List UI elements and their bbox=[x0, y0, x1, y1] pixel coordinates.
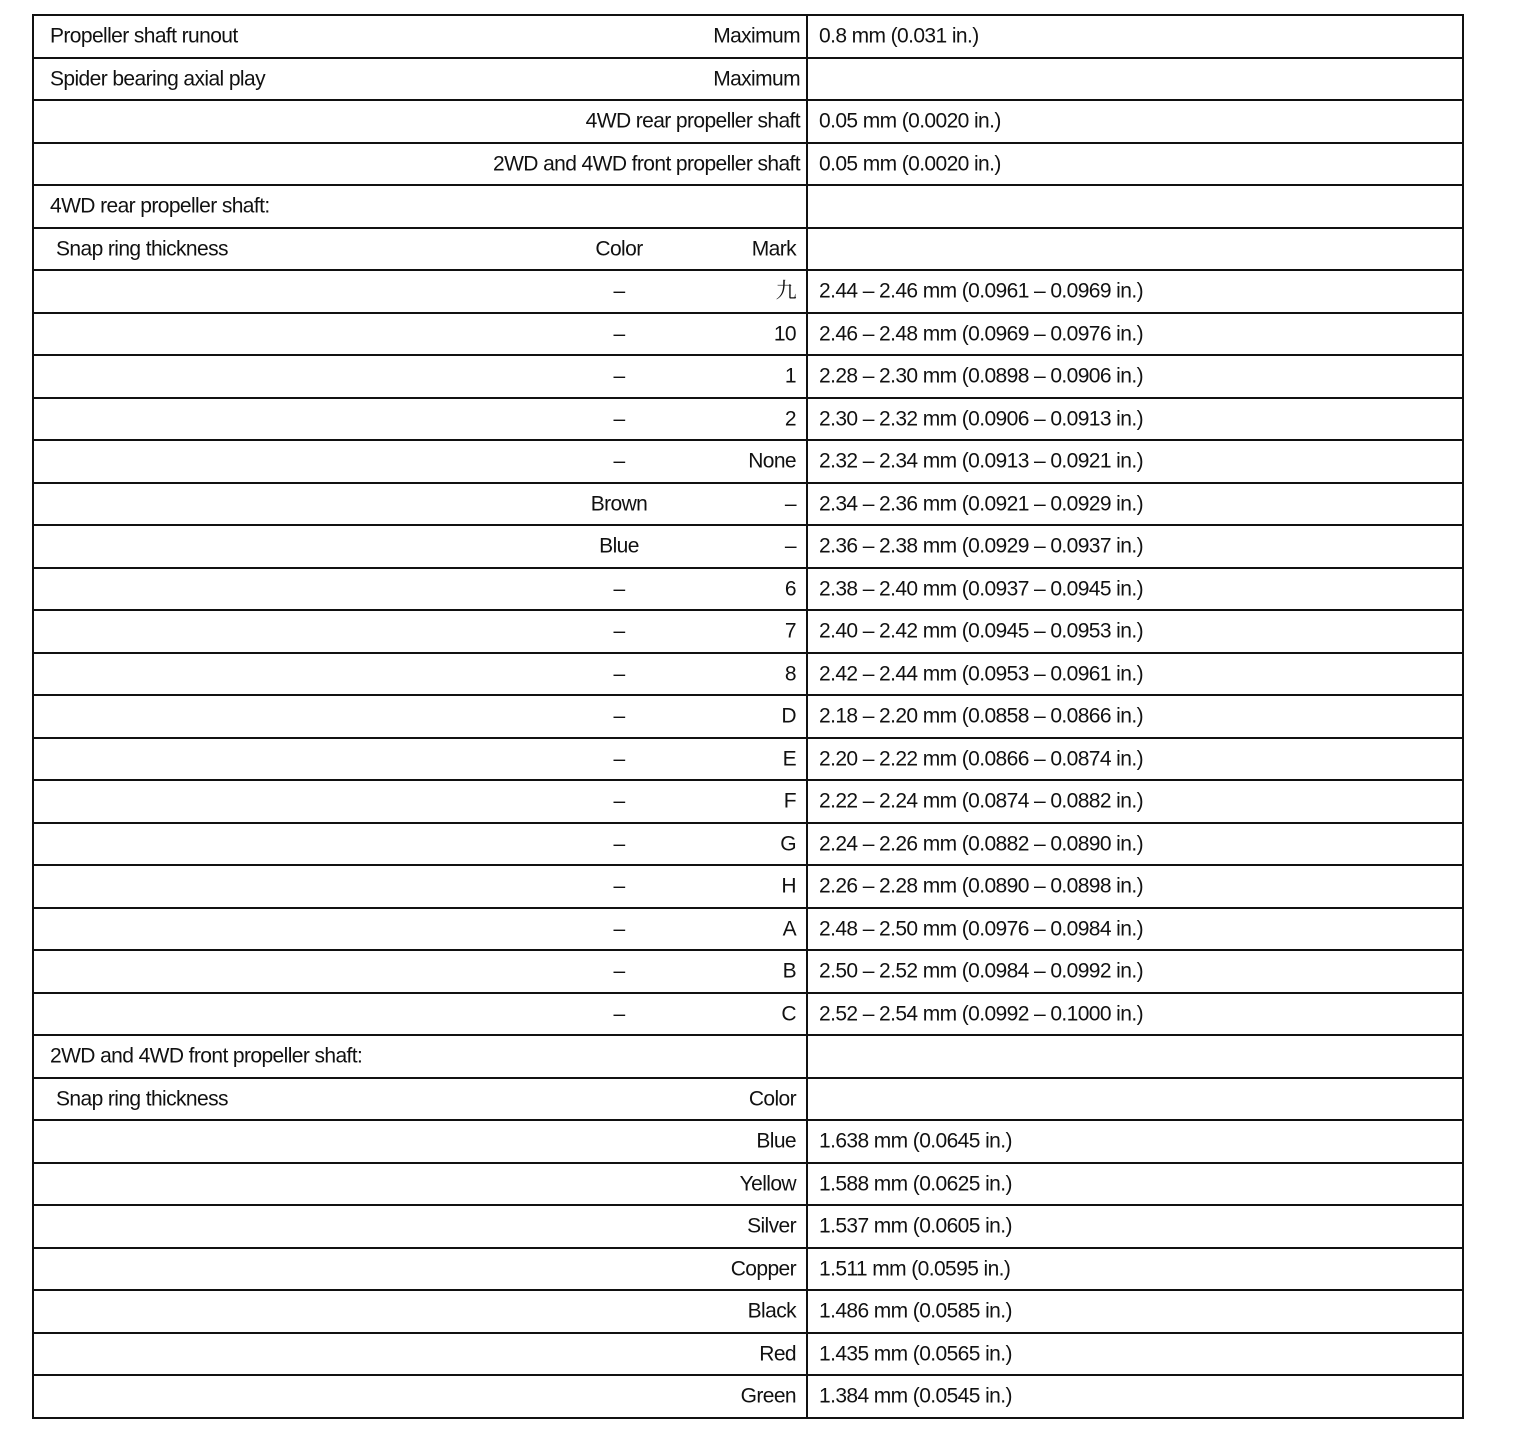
right-cell bbox=[808, 824, 1462, 865]
runout-label: Propeller shaft runout bbox=[50, 24, 238, 48]
right-cell bbox=[808, 484, 1462, 525]
rear-shaft-row bbox=[34, 569, 1462, 612]
ring-thickness: 2.34 – 2.36 mm (0.0921 – 0.0929 in.) bbox=[819, 492, 1143, 516]
ring-color: Yellow bbox=[739, 1172, 796, 1196]
right-cell bbox=[808, 441, 1462, 482]
ring-thickness: 1.537 mm (0.0605 in.) bbox=[819, 1214, 1012, 1238]
right-cell bbox=[808, 399, 1462, 440]
right-cell bbox=[808, 1036, 1462, 1077]
ring-color: Brown bbox=[590, 492, 648, 516]
left-cell bbox=[34, 1291, 808, 1332]
ring-color: Silver bbox=[747, 1214, 796, 1238]
ring-color: Black bbox=[747, 1299, 796, 1323]
rear-shaft-row bbox=[34, 611, 1462, 654]
ring-thickness: 1.638 mm (0.0645 in.) bbox=[819, 1129, 1012, 1153]
left-cell bbox=[34, 271, 808, 312]
left-cell bbox=[34, 1334, 808, 1375]
runout-qualifier: Maximum bbox=[713, 24, 800, 48]
ring-thickness: 2.32 – 2.34 mm (0.0913 – 0.0921 in.) bbox=[819, 449, 1143, 473]
left-cell bbox=[34, 101, 808, 142]
left-cell bbox=[34, 314, 808, 355]
right-cell bbox=[808, 1121, 1462, 1162]
left-cell bbox=[34, 186, 808, 227]
ring-color: – bbox=[613, 917, 625, 941]
left-cell bbox=[34, 1376, 808, 1417]
right-cell bbox=[808, 1376, 1462, 1417]
left-cell bbox=[34, 611, 808, 652]
front-shaft-header-row bbox=[34, 1079, 1462, 1122]
right-cell bbox=[808, 1249, 1462, 1290]
ring-color: – bbox=[613, 747, 625, 771]
front-shaft-row bbox=[34, 1334, 1462, 1377]
ring-color: – bbox=[613, 1002, 625, 1026]
ring-thickness: 1.435 mm (0.0565 in.) bbox=[819, 1342, 1012, 1366]
rear-shaft-row bbox=[34, 739, 1462, 782]
ring-color: – bbox=[613, 322, 625, 346]
right-cell bbox=[808, 611, 1462, 652]
ring-thickness: 2.38 – 2.40 mm (0.0937 – 0.0945 in.) bbox=[819, 577, 1143, 601]
left-cell bbox=[34, 739, 808, 780]
ring-color: – bbox=[613, 577, 625, 601]
ring-mark: B bbox=[782, 959, 796, 983]
ring-thickness: 2.42 – 2.44 mm (0.0953 – 0.0961 in.) bbox=[819, 662, 1143, 686]
right-cell bbox=[808, 866, 1462, 907]
left-cell bbox=[34, 526, 808, 567]
left-cell bbox=[34, 1121, 808, 1162]
right-cell bbox=[808, 59, 1462, 100]
runout-row bbox=[34, 16, 1462, 59]
ring-mark: F bbox=[783, 789, 796, 813]
axial-play-rear-value: 0.05 mm (0.0020 in.) bbox=[819, 109, 1001, 133]
rear-shaft-row bbox=[34, 994, 1462, 1037]
rear-header-label: Snap ring thickness bbox=[56, 237, 228, 261]
ring-mark: – bbox=[784, 492, 796, 516]
left-cell bbox=[34, 356, 808, 397]
rear-shaft-row bbox=[34, 866, 1462, 909]
front-header-label: Snap ring thickness bbox=[56, 1087, 228, 1111]
rear-shaft-row bbox=[34, 441, 1462, 484]
axial-play-label: Spider bearing axial play bbox=[50, 67, 265, 91]
ring-thickness: 2.48 – 2.50 mm (0.0976 – 0.0984 in.) bbox=[819, 917, 1143, 941]
left-cell bbox=[34, 229, 808, 270]
left-cell bbox=[34, 654, 808, 695]
right-cell bbox=[808, 1334, 1462, 1375]
rear-shaft-row bbox=[34, 526, 1462, 569]
left-cell bbox=[34, 909, 808, 950]
right-cell bbox=[808, 101, 1462, 142]
right-cell bbox=[808, 781, 1462, 822]
ring-color: Green bbox=[740, 1384, 796, 1408]
runout-value: 0.8 mm (0.031 in.) bbox=[819, 24, 979, 48]
left-cell bbox=[34, 441, 808, 482]
ring-color: Red bbox=[759, 1342, 796, 1366]
ring-mark: C bbox=[781, 1002, 796, 1026]
ring-mark: D bbox=[781, 704, 796, 728]
left-cell bbox=[34, 1164, 808, 1205]
ring-color: – bbox=[613, 789, 625, 813]
left-cell bbox=[34, 866, 808, 907]
ring-mark: None bbox=[748, 449, 796, 473]
rear-shaft-row bbox=[34, 696, 1462, 739]
rear-header-color: Color bbox=[595, 237, 643, 261]
front-shaft-row bbox=[34, 1121, 1462, 1164]
left-cell bbox=[34, 994, 808, 1035]
rear-shaft-row bbox=[34, 314, 1462, 357]
left-cell bbox=[34, 144, 808, 185]
ring-thickness: 2.50 – 2.52 mm (0.0984 – 0.0992 in.) bbox=[819, 959, 1143, 983]
right-cell bbox=[808, 994, 1462, 1035]
right-cell bbox=[808, 1164, 1462, 1205]
right-cell bbox=[808, 1291, 1462, 1332]
ring-thickness: 2.28 – 2.30 mm (0.0898 – 0.0906 in.) bbox=[819, 364, 1143, 388]
right-cell bbox=[808, 951, 1462, 992]
axial-play-rear-label: 4WD rear propeller shaft bbox=[585, 109, 800, 133]
left-cell bbox=[34, 1036, 808, 1077]
axial-play-row bbox=[34, 59, 1462, 102]
right-cell bbox=[808, 526, 1462, 567]
right-cell bbox=[808, 1206, 1462, 1247]
left-cell bbox=[34, 1206, 808, 1247]
front-shaft-row bbox=[34, 1291, 1462, 1334]
rear-shaft-row bbox=[34, 271, 1462, 314]
ring-thickness: 2.44 – 2.46 mm (0.0961 – 0.0969 in.) bbox=[819, 279, 1143, 303]
left-cell bbox=[34, 696, 808, 737]
left-cell bbox=[34, 399, 808, 440]
rear-shaft-title-row bbox=[34, 186, 1462, 229]
axial-play-front-row bbox=[34, 144, 1462, 187]
ring-thickness: 2.26 – 2.28 mm (0.0890 – 0.0898 in.) bbox=[819, 874, 1143, 898]
ring-thickness: 2.46 – 2.48 mm (0.0969 – 0.0976 in.) bbox=[819, 322, 1143, 346]
ring-thickness: 2.36 – 2.38 mm (0.0929 – 0.0937 in.) bbox=[819, 534, 1143, 558]
spec-table bbox=[32, 14, 1464, 1419]
ring-thickness: 1.511 mm (0.0595 in.) bbox=[819, 1257, 1011, 1281]
ring-color: – bbox=[613, 704, 625, 728]
right-cell bbox=[808, 314, 1462, 355]
ring-thickness: 2.52 – 2.54 mm (0.0992 – 0.1000 in.) bbox=[819, 1002, 1143, 1026]
ring-mark: 10 bbox=[773, 322, 796, 346]
left-cell bbox=[34, 569, 808, 610]
ring-color: – bbox=[613, 832, 625, 856]
ring-mark: 九 bbox=[775, 279, 796, 303]
rear-shaft-row bbox=[34, 951, 1462, 994]
axial-play-qualifier: Maximum bbox=[713, 67, 800, 91]
axial-play-rear-row bbox=[34, 101, 1462, 144]
front-shaft-row bbox=[34, 1206, 1462, 1249]
rear-shaft-row bbox=[34, 399, 1462, 442]
ring-mark: 2 bbox=[784, 407, 796, 431]
right-cell bbox=[808, 909, 1462, 950]
ring-thickness: 2.24 – 2.26 mm (0.0882 – 0.0890 in.) bbox=[819, 832, 1143, 856]
left-cell bbox=[34, 781, 808, 822]
ring-thickness: 1.384 mm (0.0545 in.) bbox=[819, 1384, 1012, 1408]
ring-mark: 6 bbox=[784, 577, 796, 601]
right-cell bbox=[808, 186, 1462, 227]
rear-shaft-row bbox=[34, 654, 1462, 697]
rear-shaft-row bbox=[34, 484, 1462, 527]
ring-color: – bbox=[613, 449, 625, 473]
right-cell bbox=[808, 16, 1462, 57]
ring-thickness: 2.30 – 2.32 mm (0.0906 – 0.0913 in.) bbox=[819, 407, 1143, 431]
ring-color: – bbox=[613, 619, 625, 643]
ring-mark: 1 bbox=[784, 364, 796, 388]
front-shaft-title: 2WD and 4WD front propeller shaft: bbox=[50, 1044, 363, 1068]
ring-mark: E bbox=[782, 747, 796, 771]
axial-play-front-value: 0.05 mm (0.0020 in.) bbox=[819, 152, 1001, 176]
front-shaft-row bbox=[34, 1249, 1462, 1292]
right-cell bbox=[808, 654, 1462, 695]
front-shaft-row bbox=[34, 1376, 1462, 1419]
ring-thickness: 1.486 mm (0.0585 in.) bbox=[819, 1299, 1012, 1323]
rear-shaft-row bbox=[34, 824, 1462, 867]
left-cell bbox=[34, 1249, 808, 1290]
rear-shaft-row bbox=[34, 356, 1462, 399]
right-cell bbox=[808, 1079, 1462, 1120]
ring-mark: A bbox=[782, 917, 796, 941]
ring-mark: 7 bbox=[784, 619, 796, 643]
right-cell bbox=[808, 696, 1462, 737]
rear-shaft-title: 4WD rear propeller shaft: bbox=[50, 194, 270, 218]
left-cell bbox=[34, 1079, 808, 1120]
left-cell bbox=[34, 484, 808, 525]
left-cell bbox=[34, 824, 808, 865]
front-shaft-rows bbox=[34, 1121, 1462, 1419]
ring-color: Blue bbox=[756, 1129, 796, 1153]
rear-shaft-row bbox=[34, 909, 1462, 952]
front-shaft-row bbox=[34, 1164, 1462, 1207]
ring-thickness: 2.22 – 2.24 mm (0.0874 – 0.0882 in.) bbox=[819, 789, 1143, 813]
ring-thickness: 2.20 – 2.22 mm (0.0866 – 0.0874 in.) bbox=[819, 747, 1143, 771]
right-cell bbox=[808, 739, 1462, 780]
ring-color: – bbox=[613, 364, 625, 388]
ring-thickness: 2.40 – 2.42 mm (0.0945 – 0.0953 in.) bbox=[819, 619, 1143, 643]
ring-color: Blue bbox=[599, 534, 639, 558]
right-cell bbox=[808, 569, 1462, 610]
front-header-color: Color bbox=[748, 1087, 796, 1111]
right-cell bbox=[808, 144, 1462, 185]
axial-play-front-label: 2WD and 4WD front propeller shaft bbox=[492, 152, 800, 176]
ring-color: Copper bbox=[730, 1257, 796, 1281]
right-cell bbox=[808, 271, 1462, 312]
rear-header-mark: Mark bbox=[751, 237, 796, 261]
ring-mark: 8 bbox=[784, 662, 796, 686]
ring-color: – bbox=[613, 874, 625, 898]
right-cell bbox=[808, 229, 1462, 270]
left-cell bbox=[34, 16, 808, 57]
right-cell bbox=[808, 356, 1462, 397]
rear-shaft-row bbox=[34, 781, 1462, 824]
ring-color: – bbox=[613, 407, 625, 431]
left-cell bbox=[34, 951, 808, 992]
ring-color: – bbox=[613, 662, 625, 686]
front-shaft-title-row bbox=[34, 1036, 1462, 1079]
ring-mark: H bbox=[781, 874, 796, 898]
ring-color: – bbox=[613, 279, 625, 303]
ring-color: – bbox=[613, 959, 625, 983]
ring-thickness: 2.18 – 2.20 mm (0.0858 – 0.0866 in.) bbox=[819, 704, 1143, 728]
left-cell bbox=[34, 59, 808, 100]
ring-mark: G bbox=[780, 832, 796, 856]
rear-shaft-header-row bbox=[34, 229, 1462, 272]
rear-shaft-rows bbox=[34, 271, 1462, 1036]
ring-mark: – bbox=[784, 534, 796, 558]
ring-thickness: 1.588 mm (0.0625 in.) bbox=[819, 1172, 1012, 1196]
